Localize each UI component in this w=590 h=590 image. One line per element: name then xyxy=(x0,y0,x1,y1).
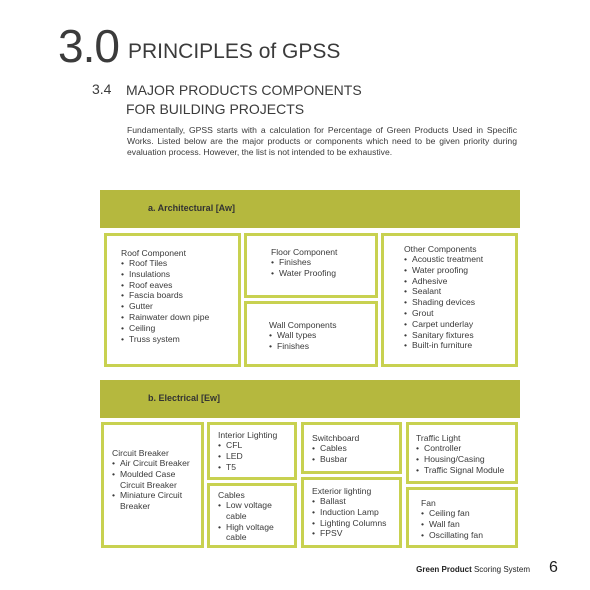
list-item: • LED xyxy=(218,451,294,462)
list-item: • Water Proofing xyxy=(271,268,375,279)
switchboard-box xyxy=(301,422,402,474)
list-item: • Rainwater down pipe xyxy=(121,312,238,323)
list-item: Breaker xyxy=(120,501,151,512)
fan-box xyxy=(406,487,518,548)
list-item: • Ceiling fan xyxy=(421,508,515,519)
traffic-light-title: Traffic Light xyxy=(416,433,461,443)
list-item: • Roof eaves xyxy=(121,280,238,291)
list-item: • Lighting Columns xyxy=(312,518,399,529)
list-item: • Built-in furniture xyxy=(404,340,515,351)
switchboard-title: Switchboard xyxy=(312,433,360,443)
interior-lighting-title: Interior Lighting xyxy=(218,430,278,440)
other-components-title: Other Components xyxy=(404,244,477,254)
list-item: • T5 xyxy=(218,462,294,473)
list-item: • Cables xyxy=(312,443,399,454)
architectural-band xyxy=(100,190,520,228)
list-item: cable xyxy=(226,510,247,521)
list-item: • Finishes xyxy=(271,257,375,268)
other-components-list xyxy=(404,254,515,351)
list-item: • Grout xyxy=(404,308,515,319)
chapter-number: 3.0 xyxy=(58,20,119,72)
list-item: • Insulations xyxy=(121,269,238,280)
list-item: • Wall types xyxy=(269,330,375,341)
floor-component-box xyxy=(244,233,378,298)
list-item: • Sealant xyxy=(404,286,515,297)
list-item: • Low voltage xyxy=(218,500,294,511)
list-item: • Adhesive xyxy=(404,276,515,287)
electrical-band-label: b. Electrical [Ew] xyxy=(148,393,221,403)
other-components-box xyxy=(381,233,518,367)
list-item: • CFL xyxy=(218,440,294,451)
wall-components-title: Wall Components xyxy=(269,320,337,330)
footer-brand-bold: Green Product xyxy=(416,565,472,574)
list-item: • Ceiling xyxy=(121,323,238,334)
intro-paragraph: Fundamentally, GPSS starts with a calculation for Percentage of Green Products Used in Specific Works. Listed below are the major products or components which need to be given priority during evaluation process. However, the list is not intended to be exhaustive. xyxy=(127,125,517,157)
traffic-light-box xyxy=(406,422,518,484)
floor-component-title: Floor Component xyxy=(271,247,338,257)
list-item: • High voltage xyxy=(218,522,294,533)
list-item: Circuit Breaker xyxy=(120,479,177,490)
list-item: • Moulded Case xyxy=(112,469,201,480)
list-item: • Wall fan xyxy=(421,519,515,530)
roof-component-title: Roof Component xyxy=(121,248,186,258)
section-title-line-2: FOR BUILDING PROJECTS xyxy=(126,101,305,117)
list-item: • Acoustic treatment xyxy=(404,254,515,265)
interior-lighting-box xyxy=(207,422,297,480)
list-item: • Water proofing xyxy=(404,265,515,276)
list-item: • Shading devices xyxy=(404,297,515,308)
list-item: • Miniature Circuit xyxy=(112,490,201,501)
switchboard-list xyxy=(312,443,399,465)
circuit-breaker-list xyxy=(112,458,201,512)
list-item: • Truss system xyxy=(121,334,238,345)
cables-box xyxy=(207,483,297,548)
cables-title: Cables xyxy=(218,490,245,500)
list-item: • Traffic Signal Module xyxy=(416,465,515,476)
list-item: • Oscillating fan xyxy=(421,530,515,541)
list-item: • Carpet underlay xyxy=(404,319,515,330)
cables-list xyxy=(218,500,294,543)
list-item: • Air Circuit Breaker xyxy=(112,458,201,469)
circuit-breaker-title: Circuit Breaker xyxy=(112,448,169,458)
list-item: • Roof Tiles xyxy=(121,258,238,269)
roof-component-box xyxy=(104,233,241,367)
fan-title: Fan xyxy=(421,498,436,508)
list-item: • Gutter xyxy=(121,301,238,312)
list-item: • Controller xyxy=(416,443,515,454)
wall-components-box xyxy=(244,301,378,367)
list-item: • FPSV xyxy=(312,528,399,539)
footer-brand xyxy=(416,565,530,574)
exterior-lighting-title: Exterior lighting xyxy=(312,486,372,496)
wall-components-list xyxy=(269,330,375,352)
section-title-line-1: MAJOR PRODUCTS COMPONENTS xyxy=(126,82,362,98)
list-item: • Finishes xyxy=(269,341,375,352)
fan-list xyxy=(421,508,515,540)
circuit-breaker-box xyxy=(101,422,204,548)
floor-component-list xyxy=(271,257,375,279)
section-number: 3.4 xyxy=(92,81,112,97)
list-item: • Ballast xyxy=(312,496,399,507)
roof-component-list xyxy=(121,258,238,344)
list-item: • Sanitary fixtures xyxy=(404,330,515,341)
section-title xyxy=(126,81,406,119)
list-item: • Busbar xyxy=(312,454,399,465)
electrical-band xyxy=(100,380,520,418)
chapter-title: PRINCIPLES of GPSS xyxy=(128,40,341,63)
list-item: • Induction Lamp xyxy=(312,507,399,518)
list-item: • Fascia boards xyxy=(121,290,238,301)
list-item: cable xyxy=(226,532,247,543)
footer-brand-rest: Scoring System xyxy=(471,565,530,574)
list-item: • Housing/Casing xyxy=(416,454,515,465)
page-number: 6 xyxy=(549,559,558,576)
interior-lighting-list xyxy=(218,440,294,472)
architectural-band-label: a. Architectural [Aw] xyxy=(148,203,236,213)
exterior-lighting-box xyxy=(301,477,402,548)
exterior-lighting-list xyxy=(312,496,399,539)
traffic-light-list xyxy=(416,443,515,475)
